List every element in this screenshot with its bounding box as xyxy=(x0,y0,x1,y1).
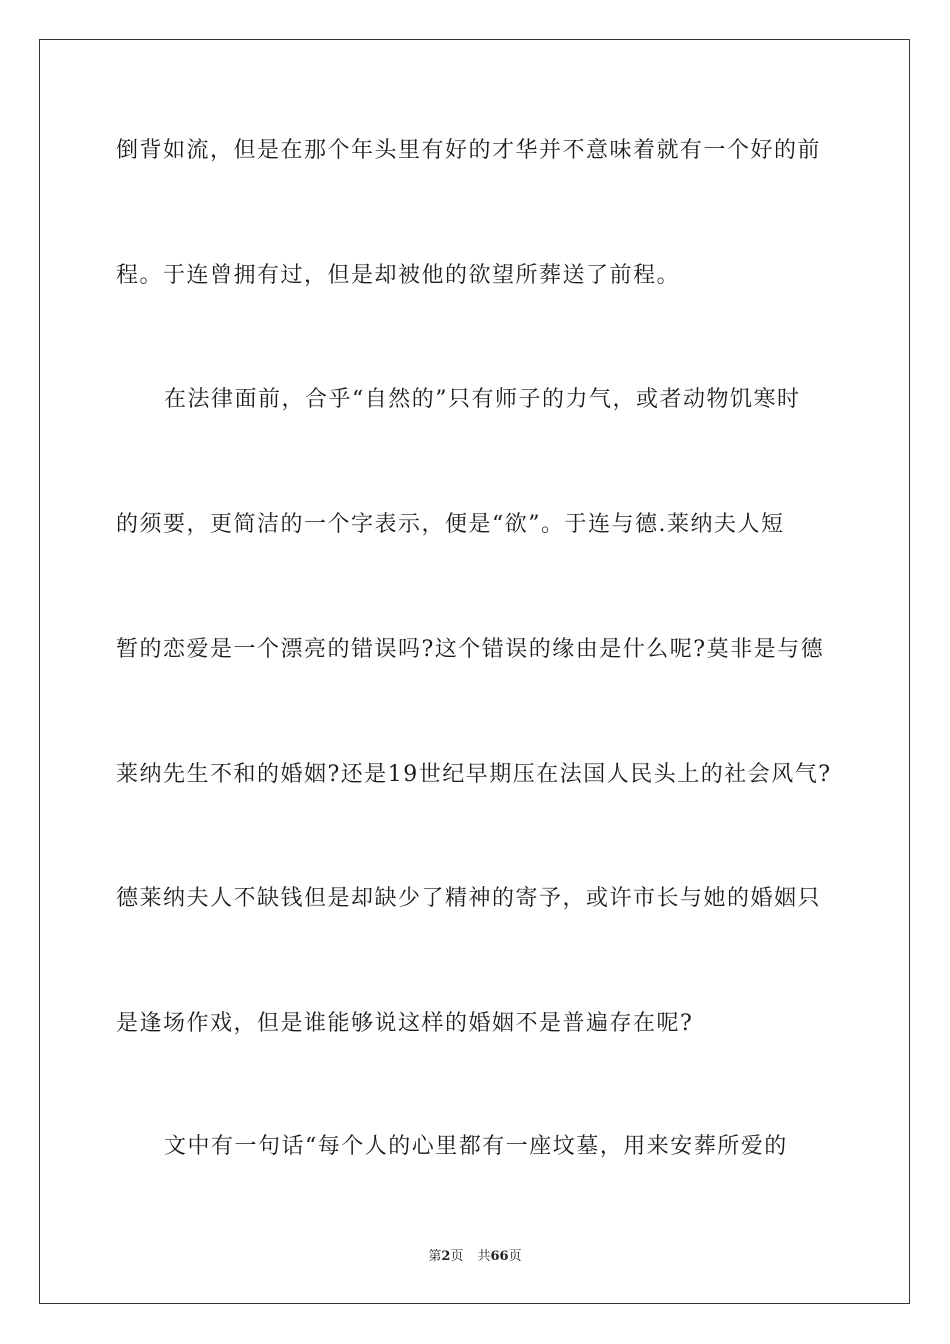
page-prefix: 第 xyxy=(428,1249,442,1264)
text-line: 程。于连曾拥有过，但是却被他的欲望所葬送了前程。 xyxy=(116,263,681,288)
text-line: 的须要，更简洁的一个字表示，便是“欲”。于连与德.莱纳夫人短 xyxy=(116,512,785,537)
paragraph-first-line: 在法律面前，合乎“自然的”只有师子的力气，或者动物饥寒时 xyxy=(164,387,801,412)
page-number: 2 xyxy=(441,1249,451,1264)
total-prefix: 共 xyxy=(477,1249,491,1264)
page-border xyxy=(39,39,910,1304)
text-line: 是逢场作戏，但是谁能够说这样的婚姻不是普遍存在呢? xyxy=(116,1011,694,1036)
text-line: 莱纳先生不和的婚姻?还是19世纪早期压在法国人民头上的社会风气? xyxy=(116,762,832,787)
paragraph-first-line: 文中有一句话“每个人的心里都有一座坟墓，用来安葬所爱的 xyxy=(164,1134,788,1159)
text-line: 暂的恋爱是一个漂亮的错误吗?这个错误的缘由是什么呢?莫非是与德 xyxy=(116,637,825,662)
total-pages: 66 xyxy=(490,1249,509,1264)
page-footer xyxy=(0,1248,950,1266)
page-suffix: 页 xyxy=(450,1249,464,1264)
text-line: 倒背如流，但是在那个年头里有好的才华并不意味着就有一个好的前 xyxy=(116,138,822,163)
total-suffix: 页 xyxy=(508,1249,522,1264)
text-line: 德莱纳夫人不缺钱但是却缺少了精神的寄予，或许市长与她的婚姻只 xyxy=(116,886,822,911)
